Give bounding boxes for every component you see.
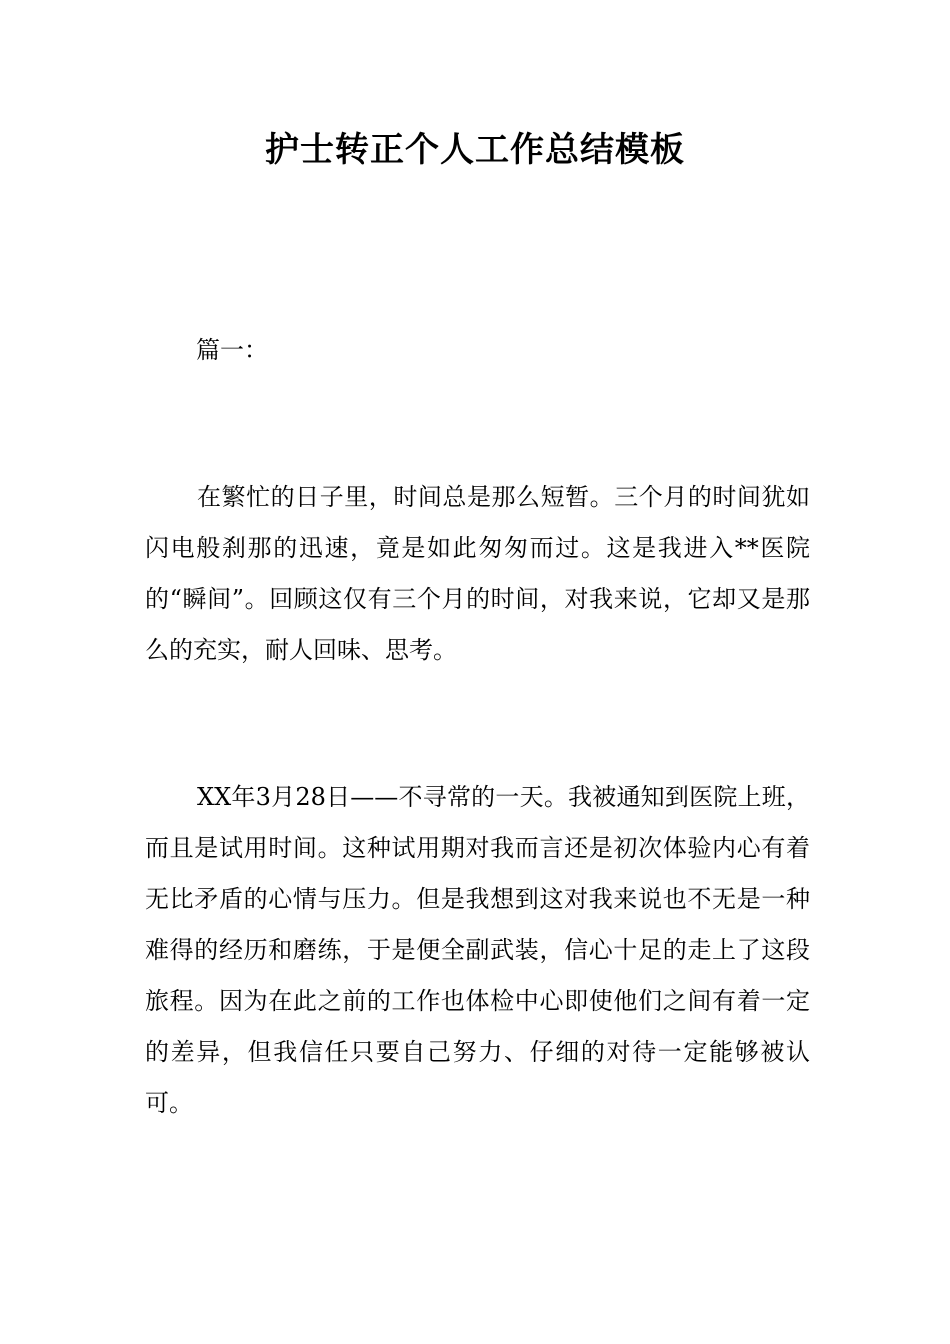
paragraph-2: XX年3月28日——不寻常的一天。我被通知到医院上班，而且是试用时间。这种试用期对我而言还是初次体验内心有着无比矛盾的心情与压力。但是我想到这对我来说也不无是一种难得的经历和磨练，于是便全副武装，信心十足的走上了这段旅程。因为在此之前的工作也体检中心即使他们之间有着一定的差异，但我信任只要自己努力、仔细的对待一定能够被认可。: [145, 783, 810, 1117]
document-title: 护士转正个人工作总结模板: [265, 130, 685, 170]
paragraph-1: 在繁忙的日子里，时间总是那么短暂。三个月的时间犹如闪电般刹那的迅速，竟是如此匆匆而过。这是我进入**医院的“瞬间”。回顾这仅有三个月的时间，对我来说，它却又是那么的充实，耐人回味、思考。: [145, 483, 810, 664]
section-label: 篇一：: [196, 336, 268, 364]
